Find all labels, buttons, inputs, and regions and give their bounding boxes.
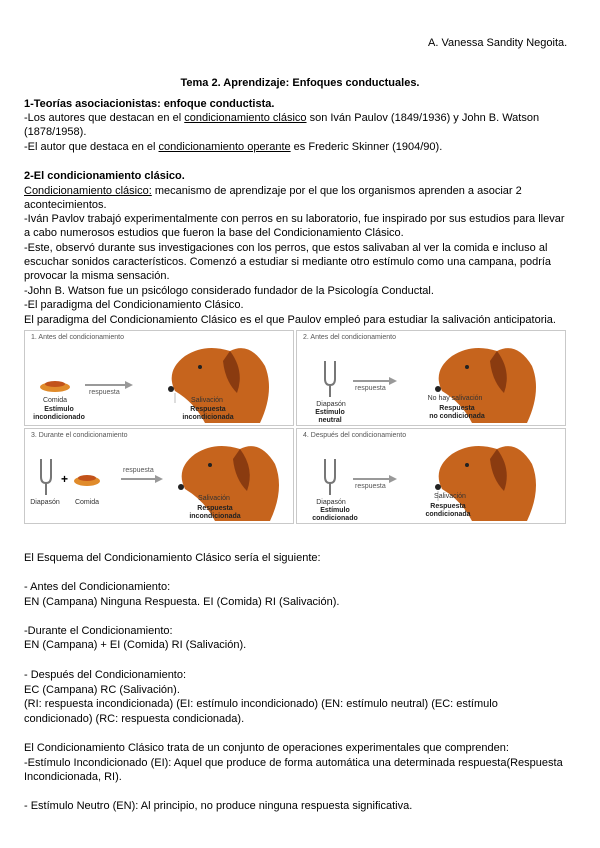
- label-estimulo-neutral: Estímulo neutral: [315, 409, 345, 424]
- s1-line-3: -El autor que destaca en el condicionamiento operante es Frederic Skinner (1904/90).: [24, 141, 443, 153]
- tuning-fork-icon: [41, 459, 51, 495]
- s2-line-5: -Este, observó durante sus investigaciones con los perros, que estos salivaban al ver la comida e incluso al: [24, 242, 548, 254]
- label-estimulo-condicionado: Estímulo condicionado: [312, 507, 358, 522]
- panel-1-title: 1. Antes del condicionamiento: [31, 334, 125, 341]
- s3-legend-1: (RI: respuesta incondicionada) (EI: estímulo incondicionado) (EN: estímulo neutral) (EC: estímulo: [24, 698, 498, 710]
- s2-line-9: -El paradigma del Condicionamiento Clásico.: [24, 299, 244, 311]
- panel-1-before: [24, 330, 294, 426]
- s1-line-2: (1878/1958).: [24, 126, 87, 138]
- label-salivacion: Salivación: [191, 397, 223, 404]
- page-title: Tema 2. Aprendizaje: Enfoques conductuales.: [180, 77, 420, 89]
- panel-3-title: 3. Durante el condicionamiento: [31, 432, 128, 439]
- s2-line-3: -Iván Pavlov trabajó experimentalmente con perros en su laboratorio, fue inspirado por sus estudios para llevar: [24, 213, 565, 225]
- s3-before-line: EN (Campana) Ninguna Respuesta. EI (Comida) RI (Salivación).: [24, 596, 340, 608]
- label-comida: Comida: [42, 397, 68, 404]
- s3-during-line: EN (Campana) + EI (Comida) RI (Salivación).: [24, 639, 247, 651]
- panel-2-before: [296, 330, 566, 426]
- panel-2-title: 2. Antes del condicionamiento: [303, 334, 397, 341]
- panel-4-title: 4. Después del condicionamiento: [303, 432, 407, 439]
- s2-line-4: a cabo numerosos estudios que fueron la base del Condicionamiento Clásico.: [24, 227, 404, 239]
- label-comida: Comida: [74, 499, 100, 506]
- label-respuesta: respuesta: [355, 385, 386, 392]
- label-diapason: Diapasón: [316, 401, 346, 408]
- label-diapason: Diapasón: [30, 499, 60, 506]
- tuning-fork-icon: [325, 361, 335, 397]
- tuning-fork-icon: [325, 459, 335, 495]
- label-respuesta: respuesta: [355, 483, 386, 490]
- s3-para-4: - Estímulo Neutro (EN): Al principio, no produce ninguna respuesta significativa.: [24, 800, 413, 812]
- s2-line-8: -John B. Watson fue un psicólogo considerado fundador de la Psicología Conductal.: [24, 285, 434, 297]
- pavlov-figure: [24, 330, 566, 522]
- label-respuesta-condicionada: Respuesta condicionada: [425, 503, 471, 518]
- svg-text:+: +: [61, 472, 69, 486]
- link-condicionamiento-operante: condicionamiento operante: [158, 141, 291, 153]
- s3-para-2: -Estímulo Incondicionado (EI): Aquel que produce de forma automática una determinada respuesta(Respuesta: [24, 757, 563, 769]
- s2-line-7: provocar la misma sensación.: [24, 270, 170, 282]
- s2-line-10: El paradigma del Condicionamiento Clásico es el que Paulov empleó para estudiar la salivación anticipatoria.: [24, 314, 556, 326]
- s3-after-line: EC (Campana) RC (Salivación).: [24, 684, 180, 696]
- label-respuesta: respuesta: [123, 467, 154, 474]
- s3-intro: El Esquema del Condicionamiento Clásico sería el siguiente:: [24, 552, 321, 564]
- s2-line-6: escuchar sonidos característicos. Comenzó a estudiar si mediante otro estímulo como una campana, podría: [24, 256, 552, 268]
- label-no-hay-salivacion: No hay salivación: [427, 395, 483, 402]
- label-respuesta-no-condicionada: Respuesta no condicionada: [429, 405, 485, 420]
- label-respuesta-incondicionada: Respuesta incondicionada: [182, 406, 234, 421]
- s3-para-1: El Condicionamiento Clásico trata de un conjunto de operaciones experimentales que comprenden:: [24, 742, 509, 754]
- link-condicionamiento-clasico: condicionamiento clásico: [184, 112, 307, 124]
- s1-line-1: -Los autores que destacan en el condicionamiento clásico son Iván Paulov (1849/1936) y John B. Watson: [24, 112, 540, 124]
- label-salivacion: Salivación: [198, 495, 230, 502]
- s3-before-heading: - Antes del Condicionamiento:: [24, 581, 171, 593]
- label-respuesta-incondicionada: Respuesta incondicionada: [189, 505, 241, 520]
- panel-4-after: [296, 428, 566, 524]
- s3-legend-2: condicionado) (RC: respuesta condicionada).: [24, 713, 245, 725]
- s3-during-heading: -Durante el Condicionamiento:: [24, 625, 173, 637]
- s2-definition: Condicionamiento clásico: mecanismo de aprendizaje por el que los organismos aprenden a asociar 2: [24, 185, 522, 197]
- label-respuesta: respuesta: [89, 389, 120, 396]
- section-1-heading: 1-Teorías asociacionistas: enfoque conductista.: [24, 98, 275, 110]
- s2-line-2: acontecimientos.: [24, 199, 107, 211]
- section-2-heading: 2-El condicionamiento clásico.: [24, 170, 185, 182]
- s3-para-3: Incondicionada, RI).: [24, 771, 122, 783]
- author-name: A. Vanessa Sandity Negoita.: [428, 37, 568, 49]
- panel-3-during: [24, 428, 294, 524]
- label-salivacion: Salivación: [434, 493, 466, 500]
- label-estimulo-incondicionado: Estímulo incondicionado: [33, 406, 85, 421]
- s3-after-heading: - Después del Condicionamiento:: [24, 669, 187, 681]
- label-diapason: Diapasón: [316, 499, 346, 506]
